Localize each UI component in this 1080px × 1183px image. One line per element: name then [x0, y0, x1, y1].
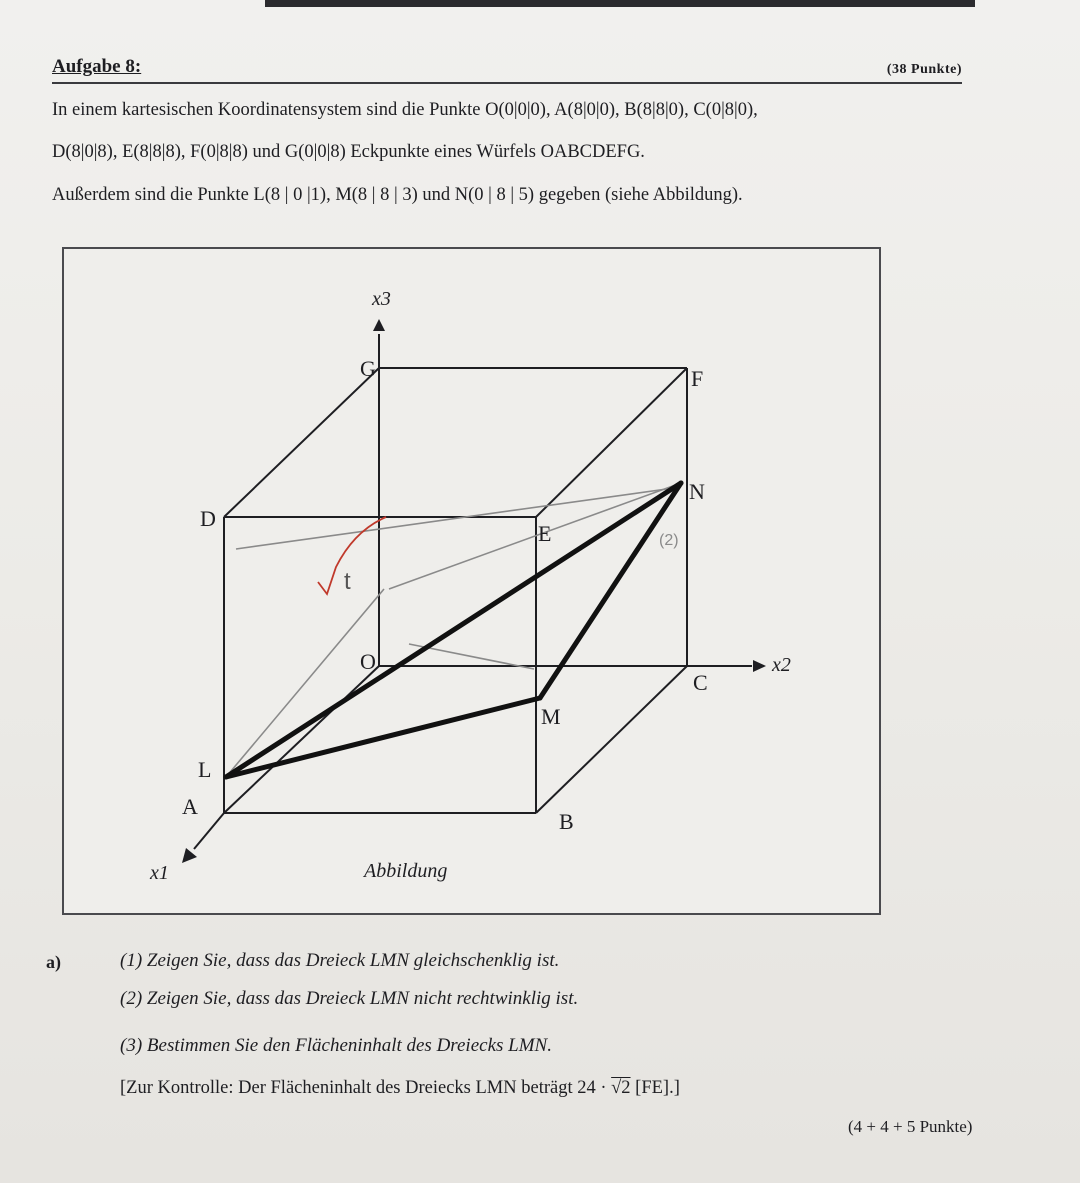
vertex-B: B: [559, 809, 574, 834]
triangle-side-LN: [226, 483, 681, 777]
pencil-mark: t: [344, 568, 351, 595]
vertex-C: C: [693, 670, 708, 695]
vertex-G: G: [360, 356, 376, 381]
axis-x1-arrow: [182, 848, 197, 863]
vertex-F: F: [691, 366, 704, 391]
figure-caption: Abbildung: [364, 860, 448, 882]
task-points: (38 Punkte): [886, 62, 962, 77]
axis-x2-label: x2: [772, 654, 791, 676]
control-suffix: [FE].]: [630, 1078, 680, 1098]
question-1: (1) Zeigen Sie, dass das Dreieck LMN gleichschenklig ist.: [120, 950, 560, 971]
part-a-label: a): [46, 952, 61, 972]
task-title: Aufgabe 8:: [52, 56, 142, 77]
part-a-points: (4 + 4 + 5 Punkte): [848, 1117, 973, 1136]
point-L: L: [198, 757, 212, 782]
control-note: [120, 1078, 680, 1099]
point-N: N: [689, 479, 705, 504]
axis-x1-label: x1: [150, 862, 169, 884]
control-prefix: [Zur Kontrolle: Der Flächeninhalt des Dreiecks LMN beträgt 24 ·: [120, 1078, 612, 1098]
cube-diagram: [64, 249, 879, 913]
task-header: [52, 50, 962, 84]
axis-x3-arrow: [373, 319, 385, 331]
score-mark: (2): [659, 532, 679, 549]
edge-BC: [536, 666, 687, 813]
triangle-side-LM: [226, 698, 540, 777]
vertex-D: D: [200, 506, 216, 531]
intro-line-2: D(8|0|8), E(8|8|8), F(0|8|8) und G(0|0|8) Eckpunkte eines Würfels OABCDEFG.: [52, 142, 645, 162]
axis-x3-label: x3: [372, 288, 391, 310]
intro-line-1: In einem kartesischen Koordinatensystem sind die Punkte O(0|0|0), A(8|0|0), B(8|8|0), C(0|8|0),: [52, 100, 758, 120]
top-edge-bar: [265, 0, 975, 7]
point-M: M: [541, 704, 561, 729]
vertex-E: E: [538, 521, 552, 546]
intro-line-3: Außerdem sind die Punkte L(8 | 0 |1), M(8 | 8 | 3) und N(0 | 8 | 5) gegeben (siehe Abbildung).: [52, 185, 743, 205]
question-3: (3) Bestimmen Sie den Flächeninhalt des Dreiecks LMN.: [120, 1035, 552, 1056]
axis-x2-arrow: [753, 660, 766, 672]
vertex-O: O: [360, 649, 376, 674]
axis-x1: [194, 813, 224, 849]
vertex-A: A: [182, 794, 198, 819]
question-2: (2) Zeigen Sie, dass das Dreieck LMN nicht rechtwinklig ist.: [120, 988, 579, 1009]
edge-DG: [224, 368, 379, 517]
cube-figure: [62, 247, 881, 915]
red-check-mark: [318, 517, 386, 594]
control-sqrt: √2: [611, 1078, 631, 1098]
